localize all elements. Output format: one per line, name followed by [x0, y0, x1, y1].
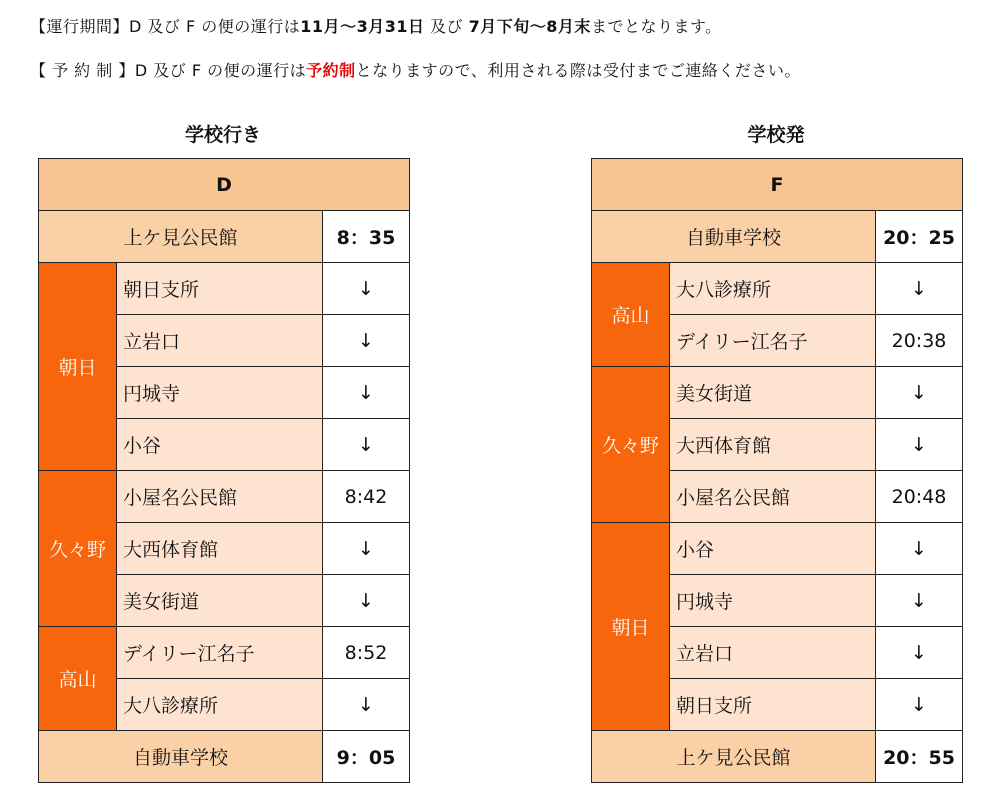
stop-time: ↓	[876, 575, 963, 627]
end-stop: 上ケ見公民館	[592, 731, 876, 783]
stop-time: ↓	[323, 575, 410, 627]
stop-time: ↓	[323, 679, 410, 731]
stop-name: 小屋名公民館	[117, 471, 323, 523]
stop-name: 円城寺	[670, 575, 876, 627]
stop-name: 大八診療所	[670, 263, 876, 315]
timetable-to-school	[38, 158, 410, 783]
route-header: D	[39, 159, 410, 211]
left-table-caption: 学校行き	[184, 124, 261, 146]
stop-time: 20:48	[876, 471, 963, 523]
area-label: 高山	[592, 263, 670, 367]
stop-time: ↓	[323, 315, 410, 367]
stop-name: 朝日支所	[670, 679, 876, 731]
stop-time: ↓	[876, 679, 963, 731]
start-time: 8：35	[323, 211, 410, 263]
stop-time: ↓	[323, 419, 410, 471]
area-label: 朝日	[592, 523, 670, 731]
stop-time: ↓	[876, 627, 963, 679]
stop-time: ↓	[876, 263, 963, 315]
stop-name: 立岩口	[670, 627, 876, 679]
route-header: F	[592, 159, 963, 211]
timetable-from-school	[591, 158, 963, 783]
area-label: 高山	[39, 627, 117, 731]
stop-name: 大西体育館	[117, 523, 323, 575]
end-time: 9：05	[323, 731, 410, 783]
stop-name: 朝日支所	[117, 263, 323, 315]
stop-time: ↓	[876, 419, 963, 471]
stop-name: 大西体育館	[670, 419, 876, 471]
area-label: 朝日	[39, 263, 117, 471]
stop-name: 美女街道	[117, 575, 323, 627]
stop-time: 8:52	[323, 627, 410, 679]
note1-prefix: 【運行期間】D 及び F の便の運行は	[30, 17, 301, 36]
note2-suffix: となりますので、利用される際は受付までご連絡ください。	[355, 61, 801, 80]
note2-reservation: 予約制	[306, 61, 356, 80]
note1-period1: 11月～3月31日	[300, 17, 425, 36]
stop-name: 大八診療所	[117, 679, 323, 731]
note1-suffix: までとなります。	[590, 17, 722, 36]
note1-mid: 及び	[424, 17, 469, 36]
start-stop: 自動車学校	[592, 211, 876, 263]
area-label: 久々野	[592, 367, 670, 523]
stop-time: ↓	[323, 367, 410, 419]
stop-name: 小谷	[670, 523, 876, 575]
stop-time: ↓	[323, 523, 410, 575]
end-time: 20：55	[876, 731, 963, 783]
stop-name: デイリー江名子	[117, 627, 323, 679]
note1-period2: 7月下旬～8月末	[468, 17, 591, 36]
area-label: 久々野	[39, 471, 117, 627]
stop-name: 立岩口	[117, 315, 323, 367]
reservation-note	[30, 58, 801, 81]
start-stop: 上ケ見公民館	[39, 211, 323, 263]
stop-time: ↓	[876, 367, 963, 419]
stop-name: デイリー江名子	[670, 315, 876, 367]
stop-time: ↓	[323, 263, 410, 315]
start-time: 20：25	[876, 211, 963, 263]
stop-name: 小屋名公民館	[670, 471, 876, 523]
stop-name: 美女街道	[670, 367, 876, 419]
operation-period-note	[30, 14, 722, 37]
stop-time: 8:42	[323, 471, 410, 523]
note2-prefix: 【 予 約 制 】D 及び F の便の運行は	[30, 61, 307, 80]
stop-time: 20:38	[876, 315, 963, 367]
right-table-caption: 学校発	[747, 124, 805, 146]
stop-name: 小谷	[117, 419, 323, 471]
end-stop: 自動車学校	[39, 731, 323, 783]
stop-time: ↓	[876, 523, 963, 575]
stop-name: 円城寺	[117, 367, 323, 419]
